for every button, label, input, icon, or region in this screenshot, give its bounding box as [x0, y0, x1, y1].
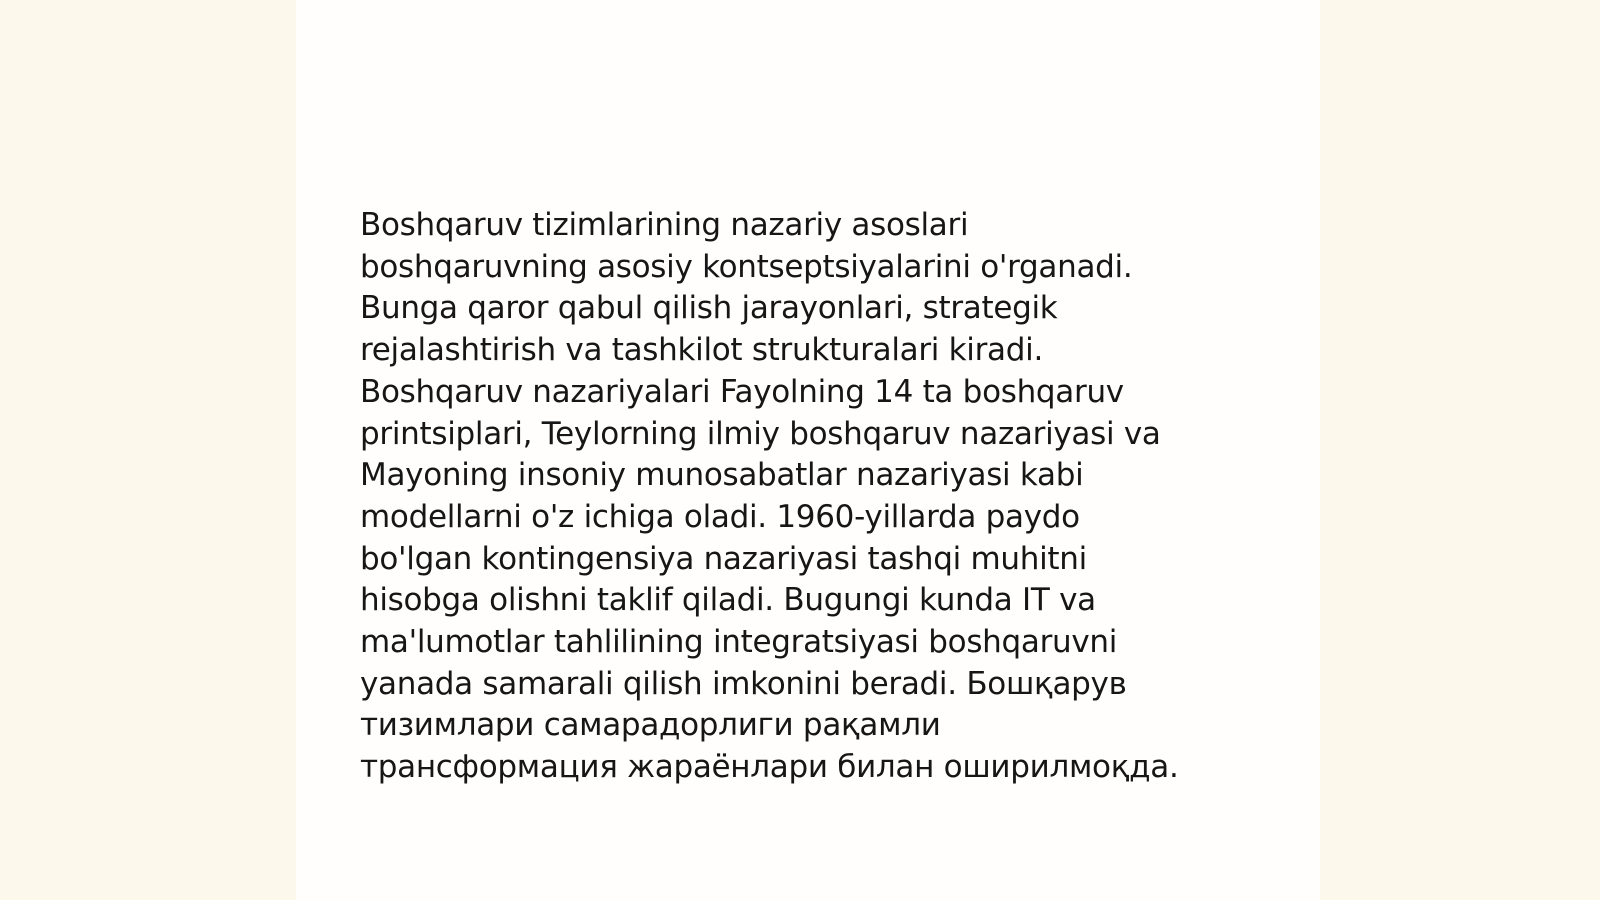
- text-line: bo'lgan kontingensiya nazariyasi tashqi muhitni: [360, 540, 1087, 577]
- text-line: Bunga qaror qabul qilish jarayonlari, strategik: [360, 290, 1058, 327]
- text-line: rejalashtirish va tashkilot strukturalari kiradi.: [360, 332, 1043, 369]
- text-line: boshqaruvning asosiy kontseptsiyalarini o'rganadi.: [360, 248, 1133, 285]
- text-line: printsiplari, Teylorning ilmiy boshqaruv nazariyasi va: [360, 415, 1161, 452]
- text-line: yanada samarali qilish imkonini beradi. Бошқарув: [360, 665, 1127, 702]
- text-line: modellarni o'z ichiga oladi. 1960-yillarda paydo: [360, 498, 1080, 535]
- text-line: трансформация жараёнлари билан оширилмоқда.: [360, 749, 1179, 786]
- text-line: Mayoning insoniy munosabatlar nazariyasi kabi: [360, 457, 1084, 494]
- body-paragraph: [360, 205, 1260, 789]
- text-line: ma'lumotlar tahlilining integratsiyasi boshqaruvni: [360, 624, 1118, 661]
- text-line: Boshqaruv tizimlarining nazariy asoslari: [360, 207, 969, 243]
- text-line: hisobga olishni taklif qiladi. Bugungi kunda IT va: [360, 582, 1096, 619]
- text-line: Boshqaruv nazariyalari Fayolning 14 ta boshqaruv: [360, 373, 1124, 410]
- text-line: тизимлари самарадорлиги рақамли: [360, 707, 941, 744]
